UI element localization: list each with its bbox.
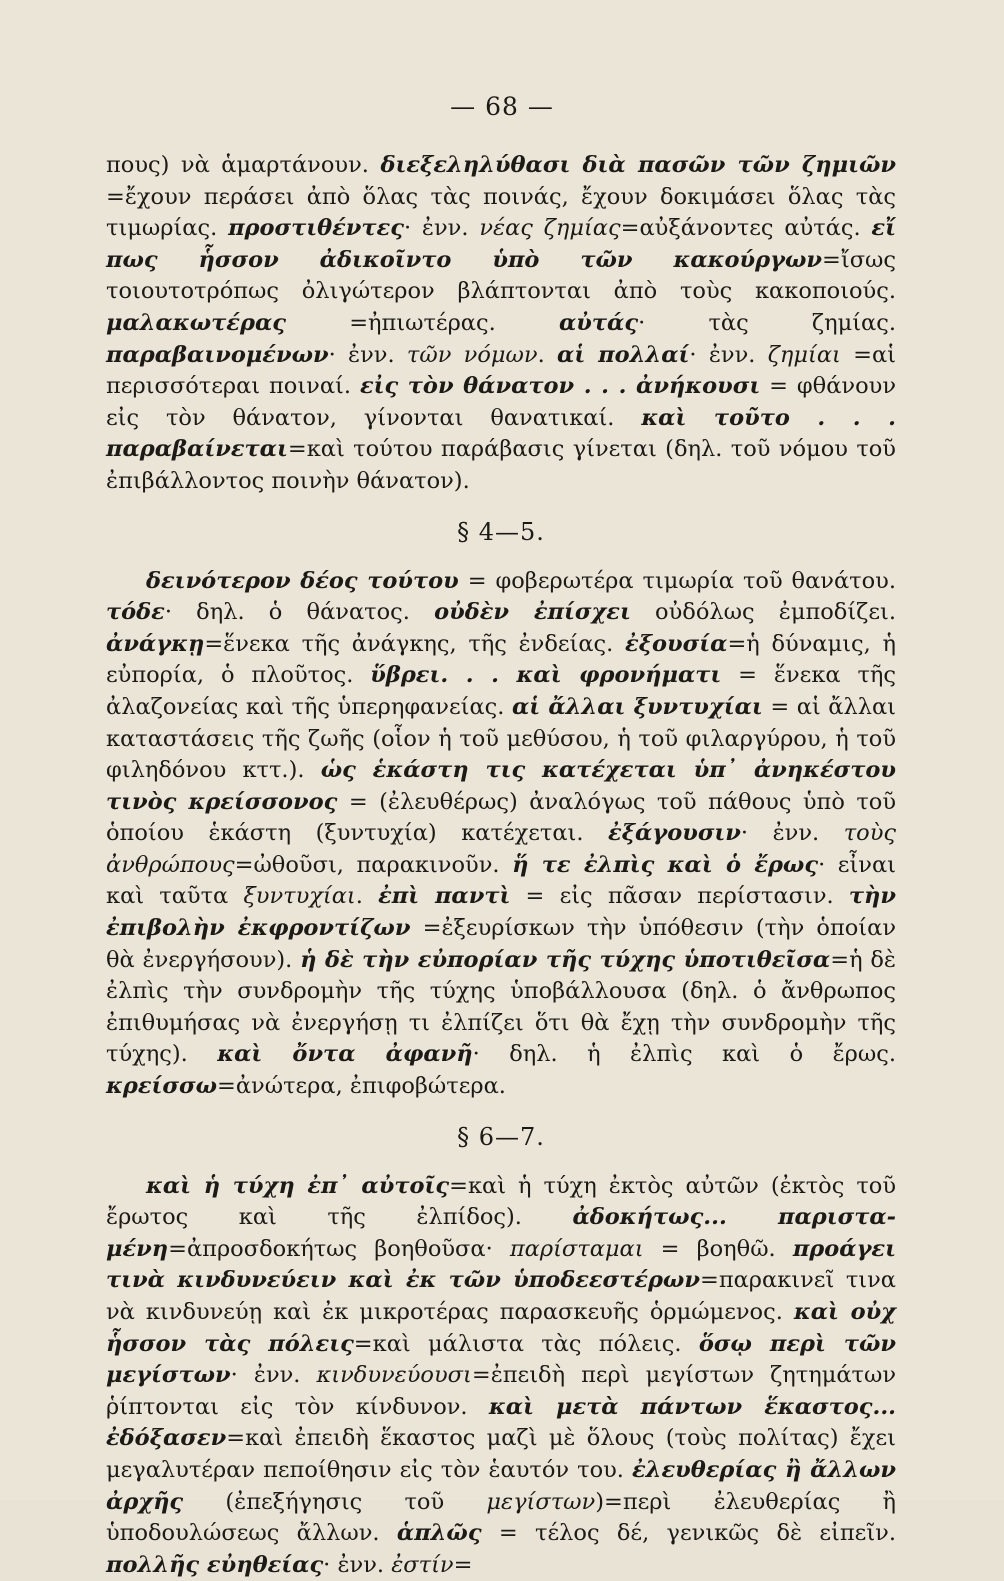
gloss-text: )=περὶ ἐλευθερίας ἢ ὑποδουλώσεως ἄλλων. xyxy=(106,1488,897,1547)
gloss-text: =καὶ τούτου παράβασις γίνεται (δηλ. τοῦ νόμου τοῦ ἐπιβάλλοντος ποινὴν θάνατον). xyxy=(106,436,896,494)
gloss-text: = φθάνουν εἰς τὸν θάνατον, γίνονται θανατικαί. xyxy=(106,373,896,431)
gloss-text: = εἰς πᾶσαν περίστασιν. xyxy=(510,883,849,910)
paragraph xyxy=(106,150,896,498)
gloss-text: =ἡ δὲ ἐλπὶς τὴν συνδρομὴν τῆς τύχης ὑποβάλλουσα (δηλ. ὁ ἄνθρωπος ἐπιθυμήσας νὰ ἐνεργήσῃ τι ἐλπίζει ὅτι θὰ ἔχῃ τὴν συνδρομὴν τῆς τύχης). xyxy=(106,946,897,1068)
gloss-text: =ἐξευρίσκων τὴν ὑπόθεσιν (τὴν ὁποίαν θὰ ἐνεργήσουν). xyxy=(106,915,896,973)
lemma: διεξεληλύθασι διὰ πασῶν τῶν ζημιῶν xyxy=(380,152,896,178)
gloss-text: = αἱ ἄλλαι καταστάσεις τῆς ζωῆς (οἷον ἡ τοῦ μεθύσου, ἡ τοῦ φιλαργύρου, ἡ τοῦ φιληδόνου κττ.). xyxy=(106,693,896,784)
gloss-text: =ὠθοῦσι, παρακινοῦν. xyxy=(234,851,513,878)
lemma: ἐπὶ παντὶ xyxy=(378,883,511,910)
italic-term: ζημίαι xyxy=(767,341,841,368)
gloss-text: =ἡ δύναμις, ἡ εὐπορία, ὁ πλοῦτος. xyxy=(106,630,896,689)
gloss-text: . xyxy=(355,883,379,910)
lemma: προστιθέντες xyxy=(228,215,404,242)
lemma: ἀδοκήτως... παρισταμένη xyxy=(106,1204,896,1262)
lemma: αὐτάς xyxy=(558,309,639,336)
italic-term: κινδυνεύουσι xyxy=(316,1362,472,1389)
gloss-text: =ἴσως τοιουτοτρόπως ὀλιγώτερον βλάπτονται ἀπὸ τοὺς κακοποιούς. xyxy=(106,246,896,305)
lemma: τόδε xyxy=(106,599,165,626)
lemma: μαλακωτέρας xyxy=(106,309,286,336)
gloss-text: =καὶ ἐπειδὴ ἕκαστος μαζὶ μὲ ὅλους (τοὺς πολίτας) ἔχει μεγαλυτέραν πεποίθησιν εἰς τὸν ἑαυτόν του. xyxy=(106,1425,896,1483)
lemma: ὅσῳ περὶ τῶν μεγίστων xyxy=(106,1330,896,1389)
lemma: προάγει τινὰ κινδυνεύειν καὶ ἐκ τῶν ὑποδεεστέρων xyxy=(106,1235,897,1294)
lemma: αἱ ἄλλαι ξυντυχίαι xyxy=(511,693,763,720)
lemma: εἴ πως ἧσσον ἀδικοῖντο ὑπὸ τῶν κακούργων xyxy=(106,215,896,273)
lemma: ἁπλῶς xyxy=(396,1520,482,1547)
lemma: κρείσσω xyxy=(106,1073,217,1100)
italic-term: μεγίστων xyxy=(486,1488,596,1515)
section-heading: § 6—7. xyxy=(457,1122,545,1151)
gloss-text: = xyxy=(453,1551,473,1578)
gloss-text: · εἶναι καὶ ταῦτα xyxy=(106,851,896,910)
lemma: δεινότερον δέος τούτου xyxy=(146,567,459,594)
gloss-text: = φοβερωτέρα τιμωρία τοῦ θανάτου. xyxy=(458,567,896,594)
gloss-text: =ἔχουν περάσει ἀπὸ ὅλας τὰς ποινάς, ἔχουν δοκιμάσει ὅλας τὰς τιμωρίας. xyxy=(106,183,896,242)
italic-term: παρίσταμαι xyxy=(509,1235,644,1262)
gloss-text: = (ἐλευθέρως) ἀναλόγως τοῦ πάθους ὑπὸ τοῦ ὁποίου ἑκάστη (ξυντυχία) κατέχεται. xyxy=(106,788,897,847)
lemma: καὶ τοῦτο . . . παραβαίνεται xyxy=(106,404,896,463)
gloss-text: = ἕνεκα τῆς ἀλαζονείας καὶ τῆς ὑπερηφανείας. xyxy=(106,662,896,720)
gloss-text: =καὶ ἡ τύχη ἐκτὸς αὐτῶν (ἐκτὸς τοῦ ἔρωτος καὶ τῆς ἐλπίδος). xyxy=(106,1172,896,1231)
paragraph xyxy=(106,1171,896,1581)
paragraph xyxy=(106,566,896,1103)
gloss-text: =ἀπροσδοκήτως βοηθοῦσα· xyxy=(168,1235,510,1262)
gloss-text: · τὰς ζημίας. xyxy=(638,309,896,336)
lemma: ἡ δὲ τὴν εὐπορίαν τῆς τύχης ὑποτιθεῖσα xyxy=(300,946,831,973)
lemma: τὴν ἐπιβολὴν ἐκφροντίζων xyxy=(106,883,896,942)
gloss-text: =αὐξάνοντες αὐτάς. xyxy=(620,215,872,242)
gloss-text: =ἀνώτερα, ἐπιφοβώτερα. xyxy=(217,1073,506,1100)
gloss-text: =αἱ περισσότεραι ποιναί. xyxy=(106,341,896,400)
lemma: ἀνάγκῃ xyxy=(106,630,205,657)
gloss-text: · ἐνν. xyxy=(230,1362,317,1389)
gloss-text: =καὶ μάλιστα τὰς πόλεις. xyxy=(353,1330,699,1357)
lemma: καὶ ὄντα ἀφανῆ xyxy=(217,1041,473,1068)
gloss-text: οὐδόλως ἐμποδίζει. xyxy=(630,599,896,626)
gloss-text: =παρακινεῖ τινα νὰ κινδυνεύῃ καὶ ἐκ μικροτέρας παρασκευῆς ὁρμώμενος. xyxy=(106,1267,896,1325)
gloss-text: =ἠπιωτέρας. xyxy=(285,309,559,336)
gloss-text: πους) νὰ ἁμαρτάνουν. xyxy=(106,152,381,178)
lemma: καὶ οὐχ ἧσσον τὰς πόλεις xyxy=(106,1299,896,1357)
gloss-text: · δηλ. ὁ θάνατος. xyxy=(164,599,435,626)
italic-term: τοὺς ἀνθρώπους xyxy=(106,820,897,878)
italic-term: ἐστίν xyxy=(391,1551,454,1578)
lemma: ἐξάγουσιν xyxy=(608,820,741,847)
lemma: ἐξουσία xyxy=(625,630,728,657)
lemma: ὡς ἑκάστη τις κατέχεται ὑπ᾽ ἀνηκέστου τινὸς κρείσσονος xyxy=(106,757,897,815)
italic-term: ξυντυχίαι xyxy=(243,883,356,910)
lemma: ἥ τε ἐλπὶς καὶ ὁ ἔρως xyxy=(512,851,819,878)
lemma: ἐλευθερίας ἢ ἄλλων ἀρχῆς xyxy=(106,1456,896,1515)
lemma: παραβαινομένων xyxy=(106,341,329,368)
italic-term: νέας ζημίας xyxy=(479,215,621,242)
gloss-text: . xyxy=(537,341,557,368)
gloss-text: (ἐπεξήγησις τοῦ xyxy=(183,1488,487,1515)
lemma: ὕβρει. . . καὶ φρονήματι xyxy=(370,662,722,689)
gloss-text: =ἕνεκα τῆς ἀνάγκης, τῆς ἐνδείας. xyxy=(204,630,626,657)
italic-term: τῶν νόμων xyxy=(406,341,538,368)
lemma: εἰς τὸν θάνατον . . . ἀνήκουσι xyxy=(359,373,761,400)
body-text xyxy=(106,150,896,1581)
gloss-text: · ἐνν. xyxy=(740,820,844,847)
gloss-text: · ἐνν. xyxy=(689,341,768,368)
gloss-text: = βοηθῶ. xyxy=(643,1235,793,1262)
gloss-text: · δηλ. ἡ ἐλπὶς καὶ ὁ ἔρως. xyxy=(472,1041,896,1068)
gloss-text: =ἐπειδὴ περὶ μεγίστων ζητημάτων ῥίπτονται εἰς τὸν κίνδυνον. xyxy=(106,1362,896,1420)
lemma: καὶ μετὰ πάντων ἕκαστος... ἐδόξασεν xyxy=(106,1393,896,1452)
lemma: αἱ πολλαί xyxy=(557,341,690,368)
gloss-text: · ἐνν. xyxy=(323,1551,392,1578)
page-number: — 68 — xyxy=(450,92,554,121)
gloss-text: = τέλος δέ, γενικῶς δὲ εἰπεῖν. xyxy=(481,1520,896,1547)
lemma: οὐδὲν ἐπίσχει xyxy=(434,599,631,626)
gloss-text: · ἐνν. xyxy=(403,215,480,242)
lemma: καὶ ἡ τύχη ἐπ᾽ αὐτοῖς xyxy=(146,1172,450,1199)
lemma: πολλῆς εὐηθείας xyxy=(106,1551,324,1578)
gloss-text: · ἐνν. xyxy=(328,341,407,368)
section-heading: § 4—5. xyxy=(457,517,545,546)
